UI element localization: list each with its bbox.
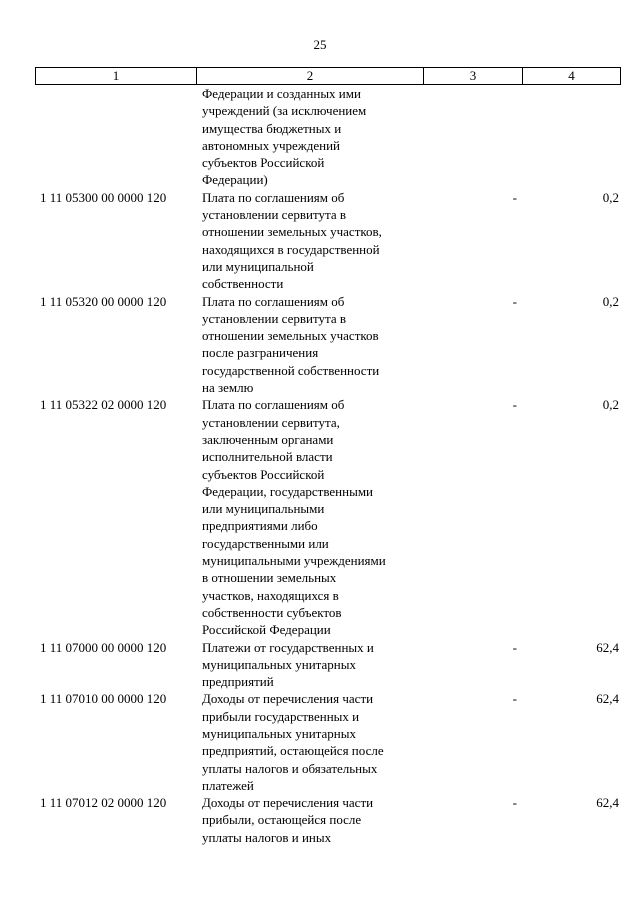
row-description	[196, 690, 423, 794]
description-line: Доходы от перечисления части	[202, 795, 374, 811]
description-line: прибыли, остающейся после	[202, 812, 362, 828]
description-line: отношении земельных участков,	[202, 224, 382, 240]
description-line: субъектов Российской	[202, 155, 325, 171]
row-description	[196, 85, 423, 189]
description-line: автономных учреждений	[202, 137, 341, 153]
row-code: 1 11 05320 00 0000 120	[40, 293, 167, 309]
description-line: муниципальных унитарных	[202, 656, 356, 672]
table-body	[35, 85, 621, 846]
description-line: уплаты налогов и иных	[202, 829, 332, 845]
description-line: Федерации)	[202, 172, 268, 188]
row-description	[196, 396, 423, 638]
description-line: Российской Федерации	[202, 622, 331, 638]
row-col3: -	[512, 397, 517, 413]
description-line: Плата по соглашениям об	[202, 293, 345, 309]
description-line: платежей	[202, 777, 254, 793]
description-line: предприятий	[202, 674, 274, 690]
description-line: или муниципальной	[202, 258, 314, 274]
table-header	[35, 67, 621, 85]
description-line: Платежи от государственных и	[202, 639, 374, 655]
description-line: исполнительной власти	[202, 449, 333, 465]
row-col3: -	[512, 189, 517, 205]
description-line: собственности	[202, 276, 284, 292]
description-line: заключенным органами	[202, 431, 334, 447]
row-value: 0,2	[602, 293, 619, 309]
table-row	[35, 794, 621, 846]
description-line: государственными или	[202, 535, 329, 551]
row-col3: -	[512, 639, 517, 655]
row-col3: -	[512, 691, 517, 707]
row-value: 62,4	[596, 691, 619, 707]
row-description	[196, 189, 423, 293]
header-col-4: 4	[568, 68, 575, 83]
description-line: после разграничения	[202, 345, 319, 361]
row-value: 0,2	[602, 189, 619, 205]
table-row	[35, 189, 621, 293]
table-row	[35, 690, 621, 794]
table-row	[35, 293, 621, 397]
description-line: Доходы от перечисления части	[202, 691, 374, 707]
table-row	[35, 639, 621, 691]
row-col3: -	[512, 795, 517, 811]
row-description	[196, 293, 423, 397]
table-row	[35, 85, 621, 189]
description-line: имущества бюджетных и	[202, 120, 342, 136]
description-line: уплаты налогов и обязательных	[202, 760, 378, 776]
row-value: 0,2	[602, 397, 619, 413]
description-line: установлении сервитута,	[202, 414, 340, 430]
description-line: отношении земельных участков	[202, 328, 379, 344]
description-line: установлении сервитута в	[202, 207, 346, 223]
description-line: или муниципальными	[202, 501, 325, 517]
description-line: Федерации и созданных ими	[202, 86, 361, 101]
row-code: 1 11 05300 00 0000 120	[40, 189, 167, 205]
page-number: 25	[313, 37, 327, 52]
row-value: 62,4	[596, 795, 619, 811]
row-code: 1 11 07000 00 0000 120	[40, 639, 167, 655]
description-line: предприятий, остающейся после	[202, 743, 384, 759]
description-line: на землю	[202, 380, 254, 396]
description-line: прибыли государственных и	[202, 708, 360, 724]
header-col-1: 1	[36, 68, 197, 84]
row-value: 62,4	[596, 639, 619, 655]
header-col-3: 3	[424, 68, 523, 84]
description-line: участков, находящихся в	[202, 587, 339, 603]
description-line: собственности субъектов	[202, 604, 342, 620]
description-line: муниципальными учреждениями	[202, 553, 386, 569]
row-code: 1 11 07010 00 0000 120	[40, 691, 167, 707]
row-code: 1 11 05322 02 0000 120	[40, 397, 167, 413]
description-line: предприятиями либо	[202, 518, 318, 534]
row-code: 1 11 07012 02 0000 120	[40, 795, 167, 811]
description-line: муниципальных унитарных	[202, 725, 356, 741]
description-line: государственной собственности	[202, 362, 380, 378]
description-line: Федерации, государственными	[202, 483, 374, 499]
description-line: Плата по соглашениям об	[202, 189, 345, 205]
description-line: субъектов Российской	[202, 466, 325, 482]
description-line: Плата по соглашениям об	[202, 397, 345, 413]
description-line: учреждений (за исключением	[202, 103, 367, 119]
row-col3: -	[512, 293, 517, 309]
row-description	[196, 794, 423, 846]
description-line: установлении сервитута в	[202, 310, 346, 326]
description-line: находящихся в государственной	[202, 241, 380, 257]
description-line: в отношении земельных	[202, 570, 337, 586]
row-description	[196, 639, 423, 691]
table-row	[35, 396, 621, 638]
header-col-2: 2	[197, 68, 424, 84]
